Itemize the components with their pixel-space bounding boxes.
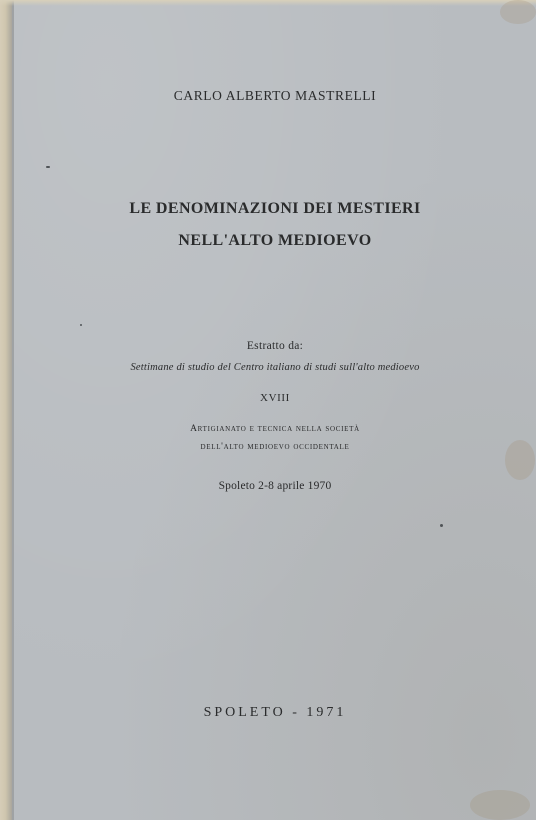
paper-speck: [46, 166, 50, 168]
extract-label: Estratto da:: [246, 340, 304, 352]
volume-title-line-2: dell'alto medioevo occidentale: [200, 442, 350, 452]
stain-mark: [470, 790, 530, 820]
volume-title-line-1: Artigianato e tecnica nella società: [190, 424, 360, 434]
title-line-1: LE DENOMINAZIONI DEI MESTIERI: [129, 200, 421, 217]
spine-fold: [12, 0, 14, 820]
conference-dates: Spoleto 2-8 aprile 1970: [218, 480, 332, 492]
volume-number: XVIII: [260, 392, 290, 404]
title-line-2: NELL'ALTO MEDIOEVO: [178, 232, 372, 249]
stain-mark: [500, 0, 536, 24]
paper-speck: [440, 524, 443, 527]
series-title: Settimane di studio del Centro italiano di studi sull'alto medioevo: [130, 362, 420, 373]
author-name: CARLO ALBERTO MASTRELLI: [173, 88, 377, 103]
top-edge-wear: [0, 0, 536, 6]
imprint-place-year: SPOLETO - 1971: [203, 705, 347, 720]
paper-speck: [80, 324, 82, 326]
spine-edge: [0, 0, 12, 820]
